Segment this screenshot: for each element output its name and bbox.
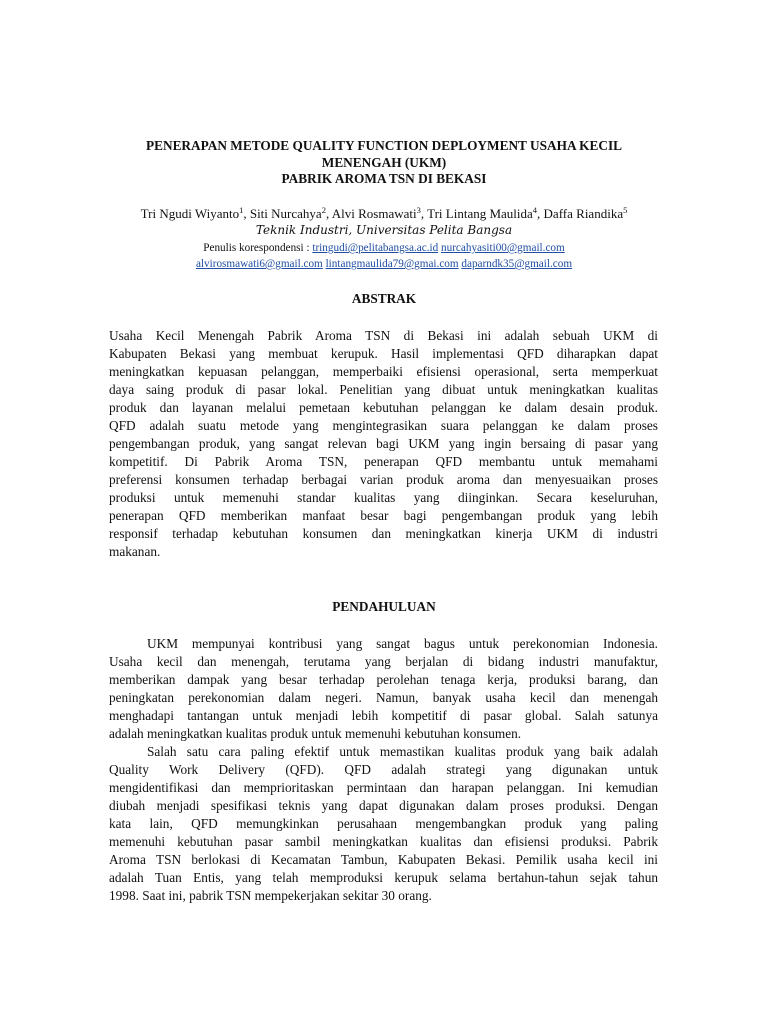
author-list [40, 206, 728, 222]
text-line: memberikan dampak yang besar terhadap perolehan tenaga kerja, produksi barang, dan [109, 672, 658, 687]
abstract-heading: ABSTRAK [351, 291, 417, 306]
author-affiliation-number: 4 [532, 205, 538, 215]
text-line: daya saing produk di pasar lokal. Penelitian yang dibuat untuk meningkatkan kualitas [109, 382, 658, 397]
text-line: responsif terhadap kebutuhan konsumen dan meningkatkan kinerja UKM di industri [109, 526, 658, 541]
text-line: kompetitif. Di Pabrik Aroma TSN, penerapan QFD membantu untuk memahami [109, 454, 658, 469]
email-link[interactable]: lintangmaulida79@gmai.com [325, 258, 459, 270]
email-link[interactable]: alvirosmawati6@gmail.com [195, 258, 323, 270]
author-name: Alvi Rosmawati [331, 206, 417, 221]
text-line: kata lain, QFD memungkinkan perusahaan mengembangkan produk yang paling [109, 816, 658, 831]
author-name: Daffa Riandika [543, 206, 624, 221]
introduction-heading: PENDAHULUAN [332, 599, 436, 614]
text-line: 1998. Saat ini, pabrik TSN mempekerjakan sekitar 30 orang. [109, 888, 432, 903]
text-line: memenuhi kebutuhan pasar sambil meningkatkan kualitas dan efisiensi produksi. Pabrik [109, 834, 658, 849]
title-line-2: MENENGAH (UKM) [321, 154, 447, 170]
email-link[interactable]: nurcahyasiti00@gmail.com [441, 242, 565, 254]
text-line: Usaha Kecil Menengah Pabrik Aroma TSN di Bekasi ini adalah sebuah UKM di [109, 328, 658, 343]
author-separator: , [537, 206, 544, 221]
affiliation: Teknik Industri, Universitas Pelita Bangsa [255, 223, 513, 237]
title-line-3: PABRIK AROMA TSN DI BEKASI [281, 171, 487, 186]
text-line: Usaha kecil dan menengah, terutama yang berjalan di bidang industri manufaktur, [109, 654, 658, 669]
author-affiliation-number: 1 [239, 205, 244, 215]
text-line: menghadapi tantangan untuk menjadi lebih kompetitif di pasar global. Salah satunya [109, 708, 658, 723]
correspondence-line [40, 240, 728, 256]
text-line: preferensi konsumen terhadap berbagai varian produk aroma dan menyesuaikan proses [109, 472, 658, 487]
author-separator: , [243, 206, 250, 221]
author-name: Tri Lintang Maulida [427, 206, 533, 221]
author-separator: , [325, 206, 332, 221]
email-link[interactable]: tringudi@pelitabangsa.ac.id [312, 242, 439, 254]
text-line: UKM mempunyai kontribusi yang sangat bagus untuk perekonomian Indonesia. [147, 636, 658, 651]
correspondence-label: Penulis korespondensi : [203, 242, 313, 254]
text-line: Kabupaten Bekasi yang membuat kerupuk. Hasil implementasi QFD diharapkan dapat [109, 346, 658, 361]
text-line: penerapan QFD memberikan manfaat besar bagi pengembangan produk yang lebih [109, 508, 658, 523]
text-line: adalah meningkatkan kualitas produk untuk memenuhi kebutuhan konsumen. [109, 726, 522, 741]
text-line: mengidentifikasi dan memprioritaskan permintaan dan harapan pelanggan. Ini kemudian [109, 780, 658, 795]
author-name: Siti Nurcahya [249, 206, 322, 221]
author-separator: , [420, 206, 428, 221]
email-link[interactable]: daparndk35@gmail.com [461, 258, 573, 270]
text-line: Aroma TSN berlokasi di Kecamatan Tambun, Kabupaten Bekasi. Pemilik usaha kecil ini [109, 852, 658, 867]
title-line-1: PENERAPAN METODE QUALITY FUNCTION DEPLOYMENT USAHA KECIL [145, 138, 623, 153]
text-line: Salah satu cara paling efektif untuk memastikan kualitas produk yang baik adalah [147, 744, 658, 759]
text-line: peningkatan perekonomian dalam negeri. Namun, banyak usaha kecil dan menengah [109, 690, 658, 705]
text-line: makanan. [109, 544, 161, 559]
introduction-body [109, 635, 658, 905]
email-list [40, 256, 728, 272]
text-line: QFD adalah suatu metode yang mengintegrasikan suara pelanggan ke dalam proses [109, 418, 658, 433]
text-line: produksi untuk memenuhi standar kualitas yang diinginkan. Secara keseluruhan, [109, 490, 658, 505]
author-affiliation-number: 3 [416, 205, 421, 215]
text-line: produk dan layanan melalui pemetaan kebutuhan pelanggan ke dalam desain produk. [109, 400, 658, 415]
text-line: meningkatkan kepuasan pelanggan, memperbaiki efisiensi operasional, serta memperkuat [109, 364, 658, 379]
author-affiliation-number: 2 [321, 205, 326, 215]
text-line: Quality Work Delivery (QFD). QFD adalah strategi yang digunakan untuk [109, 762, 658, 777]
author-name: Tri Ngudi Wiyanto [140, 206, 240, 221]
author-affiliation-number: 5 [623, 205, 628, 215]
text-line: diubah menjadi spesifikasi teknis yang dapat digunakan dalam proses produksi. Dengan [109, 798, 658, 813]
text-line: pengembangan produk, yang sangat relevan bagi UKM yang ingin bersaing di pasar yang [109, 436, 658, 451]
text-line: adalah Tuan Entis, yang telah memproduksi kerupuk selama bertahun-tahun sejak tahun [109, 870, 658, 885]
paper-title [100, 138, 668, 188]
abstract-body [109, 327, 658, 561]
